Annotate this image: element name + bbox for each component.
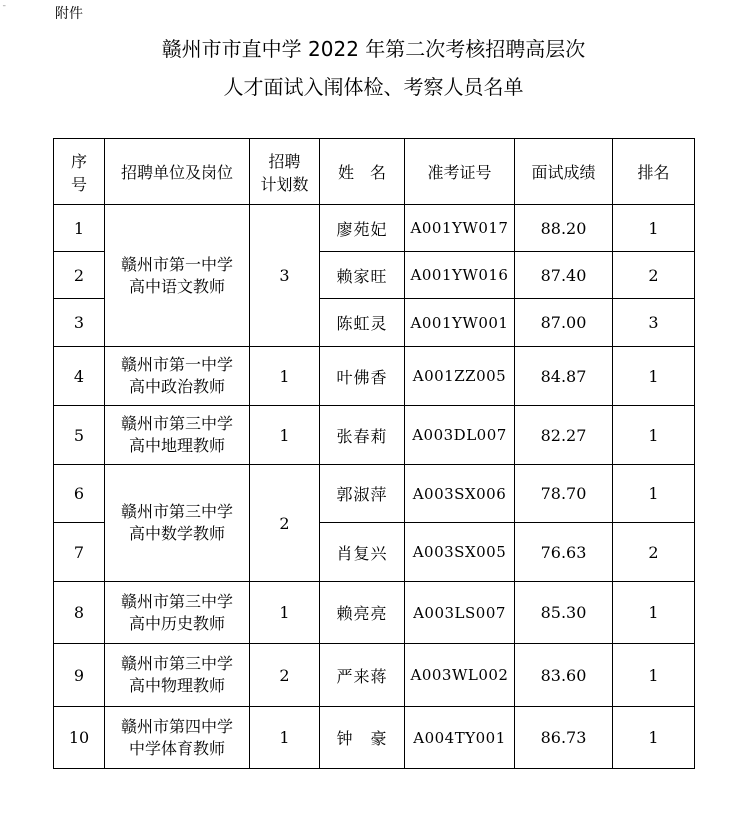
plan-cell: 2 — [250, 644, 320, 707]
rank-cell: 1 — [613, 707, 695, 769]
exam-id-cell: A001YW016 — [405, 252, 515, 299]
document-title-line-1: 赣州市市直中学 2022 年第二次考核招聘高层次 — [161, 37, 586, 61]
exam-id-cell: A003DL007 — [405, 406, 515, 465]
seq-cell: 9 — [54, 644, 105, 707]
table-row — [54, 406, 695, 465]
name-cell: 严来蒋 — [320, 644, 405, 707]
seq-cell: 5 — [54, 406, 105, 465]
rank-cell: 1 — [613, 582, 695, 644]
score-cell: 87.40 — [515, 252, 613, 299]
exam-id-cell: A004TY001 — [405, 707, 515, 769]
rank-cell: 1 — [613, 644, 695, 707]
seq-cell: 10 — [54, 707, 105, 769]
exam-id-cell: A003WL002 — [405, 644, 515, 707]
seq-cell: 3 — [54, 299, 105, 347]
name-cell: 陈虹灵 — [320, 299, 405, 347]
plan-cell: 1 — [250, 707, 320, 769]
score-cell: 76.63 — [515, 523, 613, 582]
rank-cell: 1 — [613, 465, 695, 523]
header-exam-id: 准考证号 — [405, 139, 515, 205]
seq-cell: 8 — [54, 582, 105, 644]
unit-cell: 赣州市第三中学 高中物理教师 — [105, 644, 250, 707]
table-row — [54, 707, 695, 769]
exam-id-cell: A001YW017 — [405, 205, 515, 252]
document-title-line-2: 人才面试入闱体检、考察人员名单 — [223, 75, 524, 99]
table-row — [54, 465, 695, 523]
seq-cell: 6 — [54, 465, 105, 523]
name-cell: 钟 豪 — [320, 707, 405, 769]
name-cell: 张春莉 — [320, 406, 405, 465]
candidate-table — [53, 138, 695, 769]
header-rank: 排名 — [613, 139, 695, 205]
exam-id-cell: A003SX006 — [405, 465, 515, 523]
plan-cell: 2 — [250, 465, 320, 582]
plan-cell: 3 — [250, 205, 320, 347]
header-unit: 招聘单位及岗位 — [105, 139, 250, 205]
score-cell: 86.73 — [515, 707, 613, 769]
name-cell: 郭淑萍 — [320, 465, 405, 523]
header-name: 姓 名 — [320, 139, 405, 205]
name-cell: 叶佛香 — [320, 347, 405, 406]
exam-id-cell: A003LS007 — [405, 582, 515, 644]
table-header-row — [54, 139, 695, 205]
plan-cell: 1 — [250, 347, 320, 406]
score-cell: 88.20 — [515, 205, 613, 252]
exam-id-cell: A001YW001 — [405, 299, 515, 347]
score-cell: 84.87 — [515, 347, 613, 406]
score-cell: 78.70 — [515, 465, 613, 523]
table-row — [54, 644, 695, 707]
corner-mark: ¯ — [2, 5, 7, 15]
unit-cell: 赣州市第三中学 高中数学教师 — [105, 465, 250, 582]
score-cell: 83.60 — [515, 644, 613, 707]
seq-cell: 4 — [54, 347, 105, 406]
header-seq: 序 号 — [54, 139, 105, 205]
rank-cell: 3 — [613, 299, 695, 347]
name-cell: 赖亮亮 — [320, 582, 405, 644]
seq-cell: 1 — [54, 205, 105, 252]
score-cell: 87.00 — [515, 299, 613, 347]
seq-cell: 2 — [54, 252, 105, 299]
table-row — [54, 205, 695, 252]
name-cell: 赖家旺 — [320, 252, 405, 299]
exam-id-cell: A003SX005 — [405, 523, 515, 582]
unit-cell: 赣州市第三中学 高中历史教师 — [105, 582, 250, 644]
unit-cell: 赣州市第四中学 中学体育教师 — [105, 707, 250, 769]
name-cell: 廖苑妃 — [320, 205, 405, 252]
score-cell: 85.30 — [515, 582, 613, 644]
name-cell: 肖复兴 — [320, 523, 405, 582]
exam-id-cell: A001ZZ005 — [405, 347, 515, 406]
table-row — [54, 582, 695, 644]
rank-cell: 2 — [613, 252, 695, 299]
seq-cell: 7 — [54, 523, 105, 582]
plan-cell: 1 — [250, 406, 320, 465]
unit-cell: 赣州市第三中学 高中地理教师 — [105, 406, 250, 465]
header-plan: 招聘 计划数 — [250, 139, 320, 205]
table-row — [54, 347, 695, 406]
plan-cell: 1 — [250, 582, 320, 644]
unit-cell: 赣州市第一中学 高中政治教师 — [105, 347, 250, 406]
rank-cell: 1 — [613, 347, 695, 406]
unit-cell: 赣州市第一中学 高中语文教师 — [105, 205, 250, 347]
header-score: 面试成绩 — [515, 139, 613, 205]
attachment-label: 附件 — [55, 6, 83, 22]
rank-cell: 2 — [613, 523, 695, 582]
score-cell: 82.27 — [515, 406, 613, 465]
rank-cell: 1 — [613, 205, 695, 252]
rank-cell: 1 — [613, 406, 695, 465]
